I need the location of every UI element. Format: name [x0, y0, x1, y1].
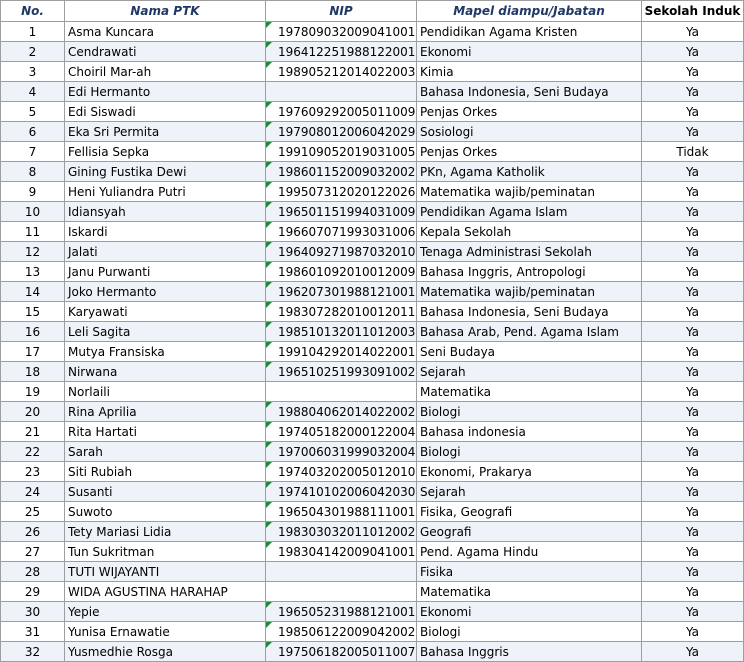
cell-sekolah[interactable]: Ya — [642, 202, 744, 222]
cell-nip[interactable]: 198510132011012003 — [266, 322, 417, 342]
cell-mapel[interactable]: Ekonomi — [417, 42, 642, 62]
cell-nama[interactable]: Jalati — [65, 242, 266, 262]
cell-mapel[interactable]: Bahasa Indonesia, Seni Budaya — [417, 302, 642, 322]
cell-mapel[interactable]: Bahasa indonesia — [417, 422, 642, 442]
cell-no[interactable]: 23 — [1, 462, 65, 482]
cell-nama[interactable]: Joko Hermanto — [65, 282, 266, 302]
cell-no[interactable]: 22 — [1, 442, 65, 462]
cell-nip[interactable]: 196510251993091002 — [266, 362, 417, 382]
cell-nama[interactable]: Tun Sukritman — [65, 542, 266, 562]
table-row — [1, 582, 744, 602]
cell-nip[interactable]: 199104292014022001 — [266, 342, 417, 362]
cell-mapel[interactable]: Penjas Orkes — [417, 142, 642, 162]
table-row — [1, 642, 744, 662]
cell-nip[interactable] — [266, 82, 417, 102]
cell-nip[interactable]: 196607071993031006 — [266, 222, 417, 242]
cell-no[interactable]: 20 — [1, 402, 65, 422]
cell-no[interactable]: 25 — [1, 502, 65, 522]
cell-nip[interactable]: 197609292005011009 — [266, 102, 417, 122]
table-row — [1, 262, 744, 282]
table-row — [1, 82, 744, 102]
cell-nama[interactable]: Choiril Mar-ah — [65, 62, 266, 82]
cell-sekolah[interactable]: Ya — [642, 602, 744, 622]
cell-mapel[interactable]: Bahasa Inggris, Antropologi — [417, 262, 642, 282]
cell-mapel[interactable]: Matematika — [417, 582, 642, 602]
header-row — [1, 1, 744, 22]
table-row — [1, 102, 744, 122]
cell-sekolah[interactable]: Ya — [642, 402, 744, 422]
cell-mapel[interactable]: Pend. Agama Hindu — [417, 542, 642, 562]
cell-mapel[interactable]: Bahasa Inggris — [417, 642, 642, 662]
cell-mapel[interactable]: Ekonomi — [417, 602, 642, 622]
cell-mapel[interactable]: Geografi — [417, 522, 642, 542]
cell-nip[interactable]: 199109052019031005 — [266, 142, 417, 162]
cell-mapel[interactable]: Ekonomi, Prakarya — [417, 462, 642, 482]
cell-no[interactable]: 10 — [1, 202, 65, 222]
cell-mapel[interactable]: Penjas Orkes — [417, 102, 642, 122]
table-row — [1, 182, 744, 202]
table-row — [1, 422, 744, 442]
cell-nama[interactable]: Rina Aprilia — [65, 402, 266, 422]
table-row — [1, 482, 744, 502]
cell-nama[interactable]: Asma Kuncara — [65, 22, 266, 42]
cell-no[interactable]: 13 — [1, 262, 65, 282]
cell-sekolah[interactable]: Ya — [642, 22, 744, 42]
table-row — [1, 222, 744, 242]
cell-sekolah[interactable]: Ya — [642, 462, 744, 482]
cell-sekolah[interactable]: Ya — [642, 562, 744, 582]
cell-no[interactable]: 14 — [1, 282, 65, 302]
table-row — [1, 562, 744, 582]
cell-nip[interactable]: 198506122009042002 — [266, 622, 417, 642]
cell-nip[interactable]: 197405182000122004 — [266, 422, 417, 442]
cell-nip[interactable]: 196501151994031009 — [266, 202, 417, 222]
cell-sekolah[interactable]: Ya — [642, 242, 744, 262]
cell-nama[interactable]: Eka Sri Permita — [65, 122, 266, 142]
table-row — [1, 622, 744, 642]
cell-nip[interactable]: 198601152009032002 — [266, 162, 417, 182]
table-row — [1, 142, 744, 162]
cell-sekolah[interactable]: Ya — [642, 362, 744, 382]
table-row — [1, 362, 744, 382]
cell-mapel[interactable]: Bahasa Indonesia, Seni Budaya — [417, 82, 642, 102]
cell-sekolah[interactable]: Ya — [642, 342, 744, 362]
table-row — [1, 242, 744, 262]
cell-no[interactable]: 21 — [1, 422, 65, 442]
table-row — [1, 202, 744, 222]
cell-no[interactable]: 30 — [1, 602, 65, 622]
cell-no[interactable]: 5 — [1, 102, 65, 122]
cell-no[interactable]: 9 — [1, 182, 65, 202]
cell-nip[interactable]: 196504301988111001 — [266, 502, 417, 522]
cell-nama[interactable]: Gining Fustika Dewi — [65, 162, 266, 182]
table-row — [1, 522, 744, 542]
cell-nama[interactable]: Karyawati — [65, 302, 266, 322]
cell-nama[interactable]: Siti Rubiah — [65, 462, 266, 482]
cell-sekolah[interactable]: Ya — [642, 482, 744, 502]
cell-no[interactable]: 2 — [1, 42, 65, 62]
cell-nama[interactable]: Leli Sagita — [65, 322, 266, 342]
cell-no[interactable]: 1 — [1, 22, 65, 42]
cell-nama[interactable]: TUTI WIJAYANTI — [65, 562, 266, 582]
table-row — [1, 542, 744, 562]
table-row — [1, 322, 744, 342]
cell-nama[interactable]: Edi Siswadi — [65, 102, 266, 122]
cell-nip[interactable]: 198307282010012011 — [266, 302, 417, 322]
cell-no[interactable]: 4 — [1, 82, 65, 102]
cell-sekolah[interactable]: Ya — [642, 322, 744, 342]
cell-sekolah[interactable]: Ya — [642, 302, 744, 322]
cell-mapel[interactable]: Biologi — [417, 442, 642, 462]
cell-nip[interactable] — [266, 382, 417, 402]
cell-mapel[interactable]: Kimia — [417, 62, 642, 82]
cell-mapel[interactable]: Matematika wajib/peminatan — [417, 182, 642, 202]
cell-sekolah[interactable]: Ya — [642, 382, 744, 402]
cell-mapel[interactable]: Fisika — [417, 562, 642, 582]
cell-sekolah[interactable]: Ya — [642, 42, 744, 62]
cell-no[interactable]: 29 — [1, 582, 65, 602]
cell-no[interactable]: 7 — [1, 142, 65, 162]
cell-no[interactable]: 17 — [1, 342, 65, 362]
cell-mapel[interactable]: Sosiologi — [417, 122, 642, 142]
cell-mapel[interactable]: Matematika wajib/peminatan — [417, 282, 642, 302]
cell-sekolah[interactable]: Ya — [642, 162, 744, 182]
cell-mapel[interactable]: Biologi — [417, 622, 642, 642]
cell-sekolah[interactable]: Ya — [642, 642, 744, 662]
cell-mapel[interactable]: Kepala Sekolah — [417, 222, 642, 242]
cell-no[interactable]: 12 — [1, 242, 65, 262]
cell-nip[interactable]: 196412251988122001 — [266, 42, 417, 62]
cell-sekolah[interactable]: Ya — [642, 422, 744, 442]
cell-nip[interactable]: 197403202005012010 — [266, 462, 417, 482]
cell-sekolah[interactable]: Ya — [642, 62, 744, 82]
table-row — [1, 382, 744, 402]
table-row — [1, 402, 744, 422]
header-nama[interactable]: Nama PTK — [65, 1, 266, 22]
cell-no[interactable]: 11 — [1, 222, 65, 242]
cell-sekolah[interactable]: Ya — [642, 542, 744, 562]
cell-sekolah[interactable]: Ya — [642, 82, 744, 102]
cell-sekolah[interactable]: Ya — [642, 282, 744, 302]
cell-nip[interactable] — [266, 582, 417, 602]
cell-no[interactable]: 15 — [1, 302, 65, 322]
table-row — [1, 22, 744, 42]
cell-nip[interactable]: 198304142009041001 — [266, 542, 417, 562]
cell-mapel[interactable]: PKn, Agama Katholik — [417, 162, 642, 182]
cell-nip[interactable]: 196207301988121001 — [266, 282, 417, 302]
cell-mapel[interactable]: Seni Budaya — [417, 342, 642, 362]
cell-nip[interactable]: 196409271987032010 — [266, 242, 417, 262]
cell-no[interactable]: 28 — [1, 562, 65, 582]
cell-nama[interactable]: Cendrawati — [65, 42, 266, 62]
cell-nip[interactable]: 197908012006042029 — [266, 122, 417, 142]
cell-sekolah[interactable]: Ya — [642, 622, 744, 642]
cell-nama[interactable]: Iskardi — [65, 222, 266, 242]
cell-sekolah[interactable]: Ya — [642, 522, 744, 542]
table-row — [1, 62, 744, 82]
cell-no[interactable]: 6 — [1, 122, 65, 142]
cell-nama[interactable]: Fellisia Sepka — [65, 142, 266, 162]
header-no[interactable]: No. — [1, 1, 65, 22]
cell-mapel[interactable]: Sejarah — [417, 482, 642, 502]
table-row — [1, 502, 744, 522]
header-nip[interactable]: NIP — [266, 1, 417, 22]
cell-nip[interactable]: 199507312020122026 — [266, 182, 417, 202]
cell-sekolah[interactable]: Tidak — [642, 142, 744, 162]
cell-nama[interactable]: Nirwana — [65, 362, 266, 382]
cell-nip[interactable]: 198804062014022002 — [266, 402, 417, 422]
cell-nama[interactable]: Heni Yuliandra Putri — [65, 182, 266, 202]
cell-mapel[interactable]: Matematika — [417, 382, 642, 402]
table-row — [1, 302, 744, 322]
cell-nama[interactable]: Susanti — [65, 482, 266, 502]
cell-no[interactable]: 3 — [1, 62, 65, 82]
table-row — [1, 42, 744, 62]
cell-no[interactable]: 27 — [1, 542, 65, 562]
cell-sekolah[interactable]: Ya — [642, 502, 744, 522]
cell-mapel[interactable]: Pendidikan Agama Kristen — [417, 22, 642, 42]
cell-nip[interactable]: 198905212014022003 — [266, 62, 417, 82]
cell-no[interactable]: 31 — [1, 622, 65, 642]
header-mapel[interactable]: Mapel diampu/Jabatan — [417, 1, 642, 22]
cell-nama[interactable]: Norlaili — [65, 382, 266, 402]
cell-no[interactable]: 16 — [1, 322, 65, 342]
cell-sekolah[interactable]: Ya — [642, 222, 744, 242]
cell-nip[interactable]: 198601092010012009 — [266, 262, 417, 282]
table-row — [1, 442, 744, 462]
cell-nama[interactable]: Idiansyah — [65, 202, 266, 222]
table-row — [1, 342, 744, 362]
cell-nama[interactable]: Tety Mariasi Lidia — [65, 522, 266, 542]
cell-nama[interactable]: Rita Hartati — [65, 422, 266, 442]
cell-no[interactable]: 24 — [1, 482, 65, 502]
cell-nama[interactable]: Yepie — [65, 602, 266, 622]
cell-nama[interactable]: Sarah — [65, 442, 266, 462]
cell-no[interactable]: 26 — [1, 522, 65, 542]
cell-nip[interactable]: 197006031999032004 — [266, 442, 417, 462]
cell-mapel[interactable]: Sejarah — [417, 362, 642, 382]
cell-nip[interactable]: 196505231988121001 — [266, 602, 417, 622]
cell-mapel[interactable]: Fisika, Geografi — [417, 502, 642, 522]
cell-sekolah[interactable]: Ya — [642, 102, 744, 122]
table-row — [1, 162, 744, 182]
table-row — [1, 462, 744, 482]
cell-sekolah[interactable]: Ya — [642, 262, 744, 282]
cell-sekolah[interactable]: Ya — [642, 122, 744, 142]
table-row — [1, 282, 744, 302]
cell-mapel[interactable]: Bahasa Arab, Pend. Agama Islam — [417, 322, 642, 342]
cell-nip[interactable]: 198303032011012002 — [266, 522, 417, 542]
cell-nip[interactable] — [266, 562, 417, 582]
cell-nama[interactable]: WIDA AGUSTINA HARAHAP — [65, 582, 266, 602]
cell-nip[interactable]: 197410102006042030 — [266, 482, 417, 502]
cell-no[interactable]: 8 — [1, 162, 65, 182]
cell-nama[interactable]: Janu Purwanti — [65, 262, 266, 282]
cell-sekolah[interactable]: Ya — [642, 182, 744, 202]
cell-nama[interactable]: Mutya Fransiska — [65, 342, 266, 362]
cell-nama[interactable]: Suwoto — [65, 502, 266, 522]
cell-sekolah[interactable]: Ya — [642, 582, 744, 602]
cell-nama[interactable]: Yunisa Ernawatie — [65, 622, 266, 642]
cell-nip[interactable]: 197809032009041001 — [266, 22, 417, 42]
cell-nama[interactable]: Edi Hermanto — [65, 82, 266, 102]
cell-no[interactable]: 19 — [1, 382, 65, 402]
table-row — [1, 122, 744, 142]
cell-nip[interactable]: 197506182005011007 — [266, 642, 417, 662]
cell-no[interactable]: 32 — [1, 642, 65, 662]
header-sekolah[interactable]: Sekolah Induk — [642, 1, 744, 22]
cell-sekolah[interactable]: Ya — [642, 442, 744, 462]
cell-nama[interactable]: Yusmedhie Rosga — [65, 642, 266, 662]
cell-no[interactable]: 18 — [1, 362, 65, 382]
cell-mapel[interactable]: Pendidikan Agama Islam — [417, 202, 642, 222]
cell-mapel[interactable]: Biologi — [417, 402, 642, 422]
table-row — [1, 602, 744, 622]
cell-mapel[interactable]: Tenaga Administrasi Sekolah — [417, 242, 642, 262]
